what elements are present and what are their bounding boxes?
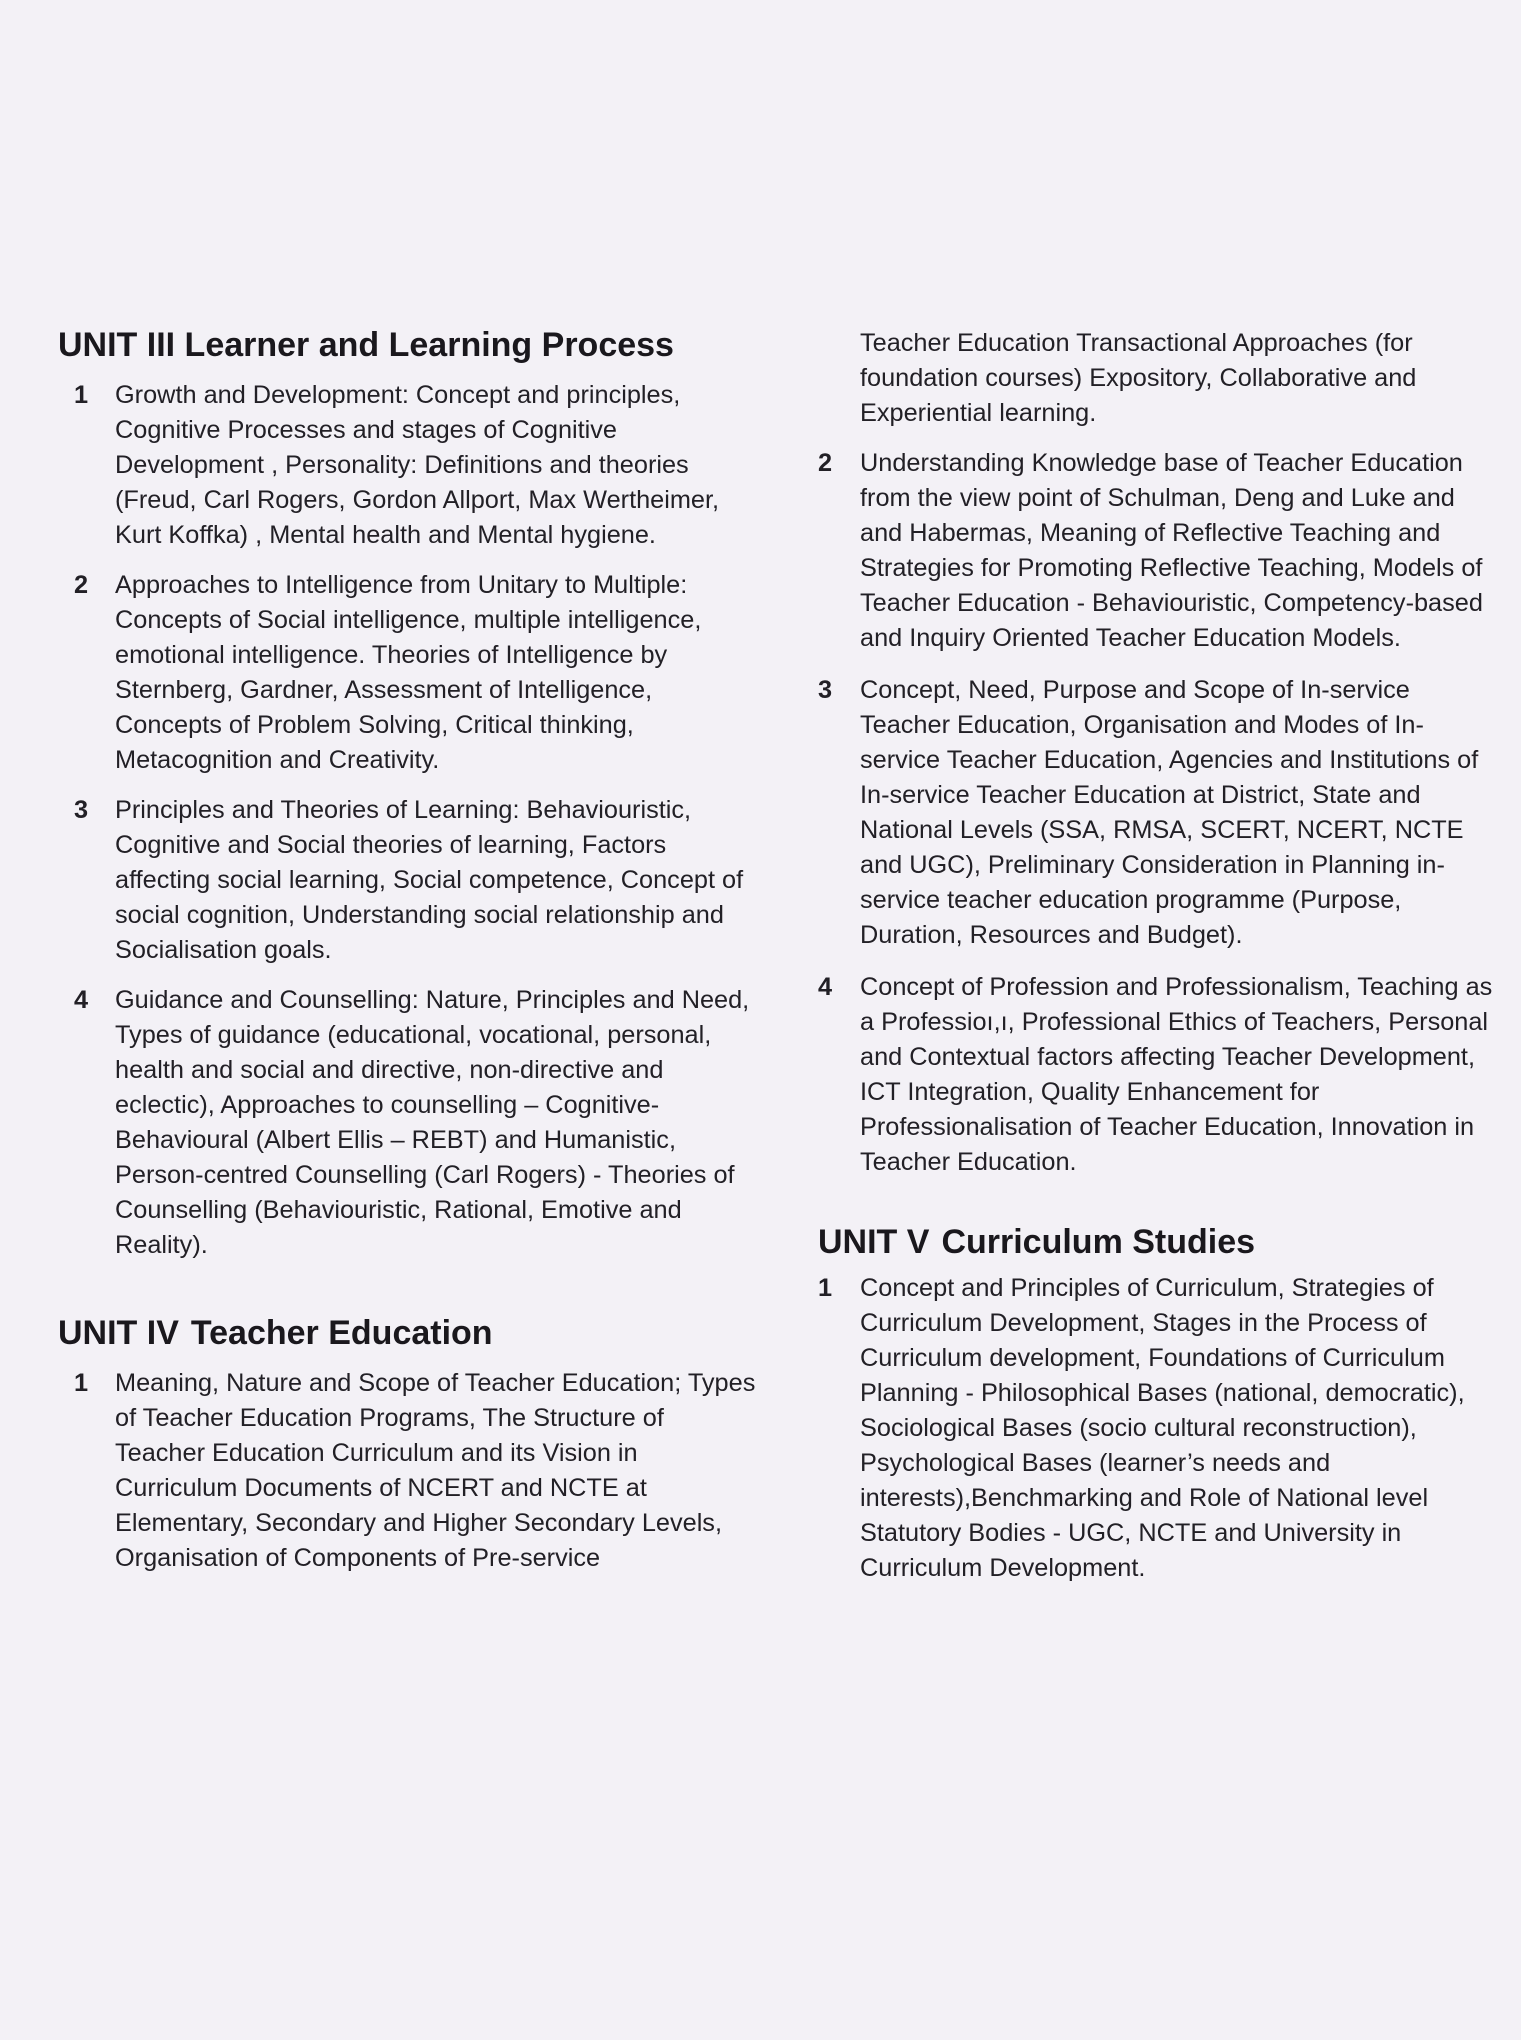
unit-4-item-1-continuation: Teacher Education Transactional Approaches (for foundation courses) Expository, Collaborative and Experiential learning.: [860, 329, 1417, 427]
item-number: 1: [74, 1368, 89, 1397]
item-text: Guidance and Counselling: Nature, Principles and Need, Types of guidance (educational, vocational, personal, health and social and directive, non-directive and eclectic), Approaches to counselling – Cognitive-Behavioural (Albert Ellis – REBT) and Humanistic, Person-centred Counselling (Carl Rogers) - Theories of Counselling (Behaviouristic, Rational, Emotive and Reality).: [115, 985, 750, 1259]
item-number: 3: [818, 676, 833, 704]
item-number: 4: [818, 973, 833, 1001]
unit-3-item-4: [58, 983, 758, 1263]
item-text: Understanding Knowledge base of Teacher Education from the view point of Schulman, Deng and Luke and and Habermas, Meaning of Reflective Teaching and Strategies for Promoting Reflective Teaching, Models of Teacher Education - Behaviouristic, Competency-based and Inquiry Oriented Teacher Education Models.: [860, 449, 1483, 652]
item-text: Concept, Need, Purpose and Scope of In-service Teacher Education, Organisation and Modes of In-service Teacher Education, Agencies and Institutions of In-service Teacher Education at District, State and National Levels (SSA, RMSA, SCERT, NCERT, NCTE and UGC), Preliminary Consideration in Planning in-service teacher education programme (Purpose, Duration, Resources and Budget).: [860, 676, 1479, 949]
item-number: 2: [818, 449, 833, 477]
item-number: 1: [74, 380, 89, 409]
unit-4-item-2: [818, 446, 1498, 656]
unit-4-item-1: [58, 1366, 758, 1576]
unit-5-heading-number: UNIT V: [818, 1223, 930, 1261]
item-text: Principles and Theories of Learning: Behaviouristic, Cognitive and Social theories of learning, Factors affecting social learning, Social competence, Concept of social cognition, Understanding social relationship and Socialisation goals.: [115, 795, 744, 964]
item-number: 1: [818, 1273, 833, 1302]
unit-3-item-2: [58, 568, 758, 778]
unit-3-heading: UNIT III Learner and Learning Process: [58, 326, 674, 364]
unit-4-item-3: [818, 673, 1498, 953]
left-column: [58, 325, 758, 1576]
unit-3-item-3: [58, 793, 758, 968]
unit-4-heading: [58, 1313, 758, 1354]
item-text: Growth and Development: Concept and principles, Cognitive Processes and stages of Cognitive Development , Personality: Definitions and theories (Freud, Carl Rogers, Gordon Allport, Max Wertheimer, Kurt Koffka) , Mental health and Mental hygiene.: [115, 380, 720, 549]
item-number: 3: [74, 795, 89, 824]
item-text: Concept and Principles of Curriculum, Strategies of Curriculum Development, Stages in the Process of Curriculum development, Foundations of Curriculum Planning - Philosophical Bases (national, democratic), Sociological Bases (socio cultural reconstruction), Psychological Bases (learner’s needs and interests),Benchmarking and Role of National level Statutory Bodies - UGC, NCTE and University in Curriculum Development.: [860, 1273, 1465, 1582]
unit-3-item-1: [58, 378, 758, 553]
item-number: 2: [74, 570, 89, 599]
item-text: Meaning, Nature and Scope of Teacher Education; Types of Teacher Education Programs, The Structure of Teacher Education Curriculum and its Vision in Curriculum Documents of NCERT and NCTE at Elementary, Secondary and Higher Secondary Levels, Organisation of Components of Pre-service: [115, 1368, 756, 1572]
right-column: [818, 326, 1498, 1586]
unit-4-heading-number: UNIT IV: [58, 1313, 179, 1352]
unit-4-item-4: [818, 970, 1498, 1180]
unit-5-heading-title: Curriculum Studies: [941, 1223, 1256, 1261]
item-number: 4: [74, 985, 89, 1014]
unit-4-heading-title: Teacher Education: [190, 1313, 493, 1352]
unit-5-item-1: [818, 1271, 1498, 1586]
item-text: Approaches to Intelligence from Unitary to Multiple: Concepts of Social intelligence, multiple intelligence, emotional intelligence. Theories of Intelligence by Sternberg, Gardner, Assessment of Intelligence, Concepts of Problem Solving, Critical thinking, Metacognition and Creativity.: [115, 570, 702, 774]
unit-5-heading: [818, 1222, 1498, 1263]
item-text: Concept of Profession and Professionalism, Teaching as a Professioı,ı, Professional Ethics of Teachers, Personal and Contextual factors affecting Teacher Development, ICT Integration, Quality Enhancement for Professionalisation of Teacher Education, Innovation in Teacher Education.: [860, 973, 1493, 1176]
